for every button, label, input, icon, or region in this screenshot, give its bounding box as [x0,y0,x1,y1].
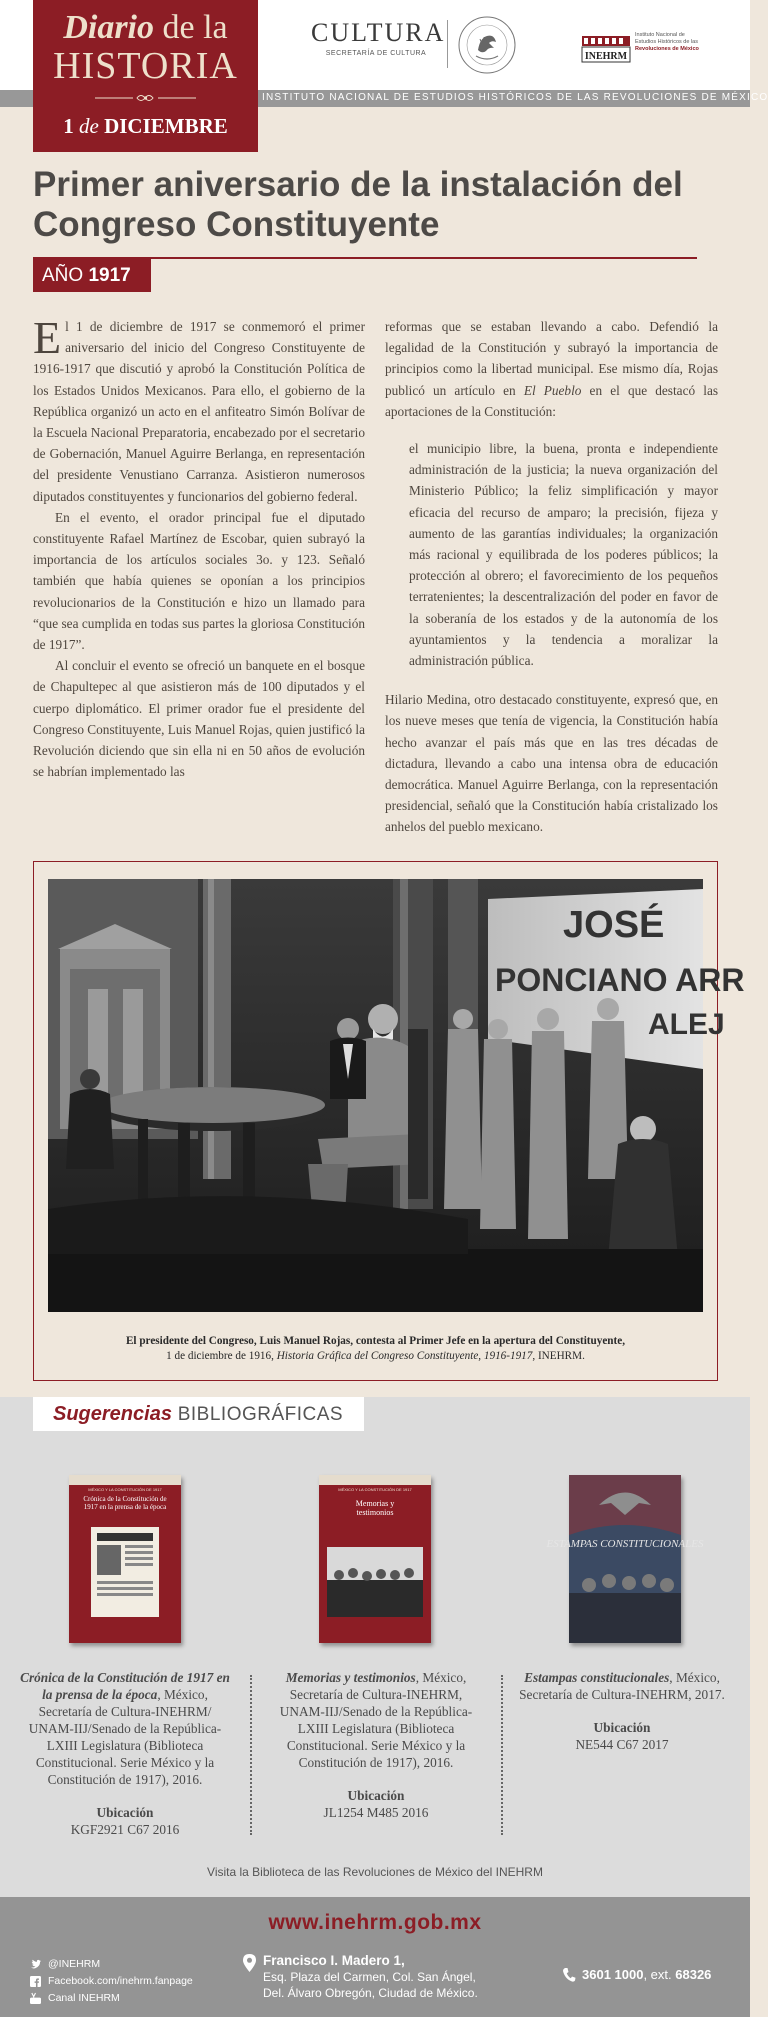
paragraph-2: En el evento, el orador principal fue el diputado constituyente Rafael Martínez de Escobar, quien subrayó la importancia de los artículos sociales 3o. y 123. Señaló también que había quienes se oponían a los principios revolucionarios de la Constitución e hizo un llamado para “que sea cumplida en todas sus partes la gloriosa Constitución de 1917”. [33,509,365,653]
caption-line2-a: 1 de diciembre de 1916, [166,1350,277,1362]
social-links [30,1956,230,2007]
bib-entry-2 [266,1669,486,1821]
brand-diario: Diario [63,9,155,46]
bibliography-heading [33,1397,364,1431]
bibliography-section [0,1397,750,1897]
seal-icon [456,14,518,76]
bib-3-location: NE544 C67 2017 [575,1737,669,1752]
bib-2-ref: , México, Secretaría de Cultura-INEHRM, UNAM-IIJ/Senado de la República-LXIII Legislatura (Biblioteca Constitucional. Serie México y la Constitución de 1917), 2016. [279,1670,473,1770]
library-visit-note: Visita la Biblioteca de las Revoluciones de México del INEHRM [207,1865,543,1879]
bib-2-citation [266,1669,486,1771]
brand-line1 [33,10,258,46]
divider [501,1675,503,1835]
drop-cap: E [33,312,62,363]
bib-1-citation [15,1669,235,1788]
book3-cover-title: ESTAMPAS CONSTITUCIONALES [546,1538,704,1550]
historic-photo[interactable] [48,879,745,1312]
banner-line2: PONCIANO ARR [495,962,745,998]
bib-1-ref: , México, Secretaría de Cultura-INEHRM/ UNAM-IIJ/Senado de la República-LXIII Legislatura (Biblioteca Constitucional. Serie México y la Constitución de 1917), 2016. [28,1687,222,1787]
address-line3: Del. Álvaro Obregón, Ciudad de México. [263,1986,478,2000]
divider [250,1675,252,1835]
banner-line1: JOSÉ [563,904,665,946]
phone-main: 3601 1000 [582,1967,644,1982]
bib-entry-1 [15,1669,235,1838]
bib-2-location: JL1254 M485 2016 [323,1805,429,1820]
caption-line1: El presidente del Congreso, Luis Manuel Rojas, contesta al Primer Jefe en la apertura del Constituyente, [125,1335,626,1347]
bib-1-location: KGF2921 C67 2016 [70,1822,180,1837]
caption-line2-b: , INEHRM. [532,1350,585,1362]
bib-2-title: Memorias y testimonios [285,1670,416,1685]
heading-bibliograficas: BIBLIOGRÁFICAS [171,1404,344,1425]
cultura-logo[interactable] [311,18,446,57]
paragraph-4 [385,316,718,422]
youtube-link[interactable] [30,1990,230,2007]
paragraph-4-b: en el que destacó las aportaciones de la Constitución: [385,382,719,419]
phone-ext-label: , ext. [643,1967,676,1982]
facebook-link[interactable] [30,1973,230,1990]
map-pin-icon [243,1954,256,1972]
bib-1-title: Crónica de la Constitución de 1917 en la prensa de la época [20,1670,230,1702]
block-quote: el municipio libre, la buena, pronta e independiente administración de la justicia; la nueva organización del Ministerio Público; la feliz simplificación y mayor eficacia del recurso de amparo; la precisión, fijeza y aumento de las garantías individuales; la organización más racional y equilibrada de los poderes públicos; la protección al obrero; el favorecimiento de los pequeños terratenientes; la descentralización del poder en favor de la soberanía de los estados y de la autonomía de los ayuntamientos y la tendencia a moralizar la administración pública. [409,441,718,669]
article-column-left [33,312,366,782]
ornament-icon [93,92,198,104]
book-cover-memorias[interactable] [319,1475,431,1643]
bib-3-ref: , México, Secretaría de Cultura-INEHRM, 2017. [519,1670,725,1702]
diario-brand[interactable] [33,0,258,152]
date-day: 1 [63,114,74,138]
book1-cover-title: Crónica de la Constitución de 1917 en la prensa de la época [83,1495,167,1511]
inehrm-text [635,32,715,53]
logo-divider [447,20,448,68]
article-title: Primer aniversario de la instalación del Congreso Constituyente [33,165,683,244]
brand-de-la: de la [154,9,228,46]
heading-sugerencias: Sugerencias [53,1403,172,1425]
bib-entry-3 [512,1669,732,1753]
twitter-link[interactable] [30,1956,230,1973]
footer [0,1897,750,2017]
photo-frame [33,861,745,1381]
paragraph-4-a: reformas que se estaban llevando a cabo. Defendió la legalidad de la Constitución y subrayó la importancia de principios como la libertad municipal. Ese mismo día, Rojas publicó un artículo en [385,319,718,398]
banner-line3: ALEJ [648,1008,725,1041]
institute-band-text: INSTITUTO NACIONAL DE ESTUDIOS HISTÓRICOS DE LAS REVOLUCIONES DE MÉXICO [262,92,768,103]
caption-source-title: Historia Gráfica del Congreso Constituyente, 1916-1917 [276,1350,533,1362]
cultura-sub: SECRETARÍA DE CULTURA [325,50,427,57]
date-month: DICIEMBRE [104,114,228,138]
bib-3-citation [512,1669,732,1703]
year-value: 1917 [88,265,131,286]
paragraph-1 [33,312,365,507]
phone-number [582,1967,711,1982]
bib-3-location-label: Ubicación [593,1720,651,1735]
phone-icon [562,1967,576,1983]
cultura-word: CULTURA [311,18,446,47]
twitter-handle: @INEHRM [48,1958,101,1970]
inehrm-mark-text: INEHRM [584,51,628,62]
website-link[interactable]: www.inehrm.gob.mx [268,1911,482,1934]
book-cover-cronica[interactable] [69,1475,181,1643]
article-column-right [385,316,718,838]
year-label: AÑO [42,265,84,286]
year-badge [33,259,151,292]
bib-1-location-label: Ubicación [96,1805,154,1820]
bib-3-title: Estampas constitucionales [524,1670,670,1685]
address-street: Francisco I. Madero 1, [263,1953,405,1968]
paragraph-5: Hilario Medina, otro destacado constituyente, expresó que, en los nueve meses que tenía de vigencia, la Constitución había hecho avanzar el país más que en las tres décadas de dictadura, llevando a cabo una intensa obra de educación democrática. Manuel Aguirre Berlanga, con la representación presidencial, señaló que la Constitución había cristalizado los anhelos del pueblo mexicano. [385,692,718,835]
bib-2-location-label: Ubicación [347,1788,405,1803]
address [243,1953,503,2001]
el-pueblo-title: El Pueblo [523,382,582,398]
inehrm-building-icon [580,34,632,64]
book-cover-estampas[interactable] [546,1475,704,1643]
book1-series: MÉXICO Y LA CONSTITUCIÓN DE 1917 [88,1487,162,1492]
brand-historia: HISTORIA [53,45,238,87]
inehrm-line3: Revoluciones de México [635,46,699,52]
inehrm-logo[interactable] [580,30,710,66]
youtube-channel: Canal INEHRM [48,1992,120,2004]
facebook-url: Facebook.com/inehrm.fanpage [48,1975,193,1987]
paragraph-1-text: l 1 de diciembre de 1917 se conmemoró el primer aniversario del inicio del Congreso Constituyente de 1916-1917 que discutió y aprobó la Constitución Política de los Estados Unidos Mexicanos. Para ello, el gobierno de la República organizó un acto en el anfiteatro Simón Bolívar de la Escuela Nacional Preparatoria, encabezado por el secretario de Gobernación, Manuel Aguirre Berlanga, en representación del presidente Venustiano Carranza. Asistieron numerosos diputados constituyentes y funcionarios del gobierno federal. [33,319,365,504]
book2-series: MÉXICO Y LA CONSTITUCIÓN DE 1917 [338,1487,412,1492]
address-line2: Esq. Plaza del Carmen, Col. San Ángel, [263,1970,476,1984]
inehrm-line1: Instituto Nacional de [635,32,685,38]
photo-caption [48,1334,703,1364]
phone-ext: 68326 [675,1967,712,1982]
twitter-icon [30,1959,41,1970]
paragraph-3: Al concluir el evento se ofreció un banquete en el bosque de Chapultepec al que asistieron más de 100 diputados y el cuerpo diplomático. El primer orador fue el presidente del Congreso Constituyente, Luis Manuel Rojas, quien justificó la Revolución diciendo que sin ella ni en 50 años de evolución se habrían implementado las [33,658,366,780]
book2-cover-title: Memorias y testimonios [355,1499,395,1517]
facebook-icon [30,1976,41,1987]
brand-date [33,114,258,139]
youtube-icon [30,1993,41,2004]
date-de: de [73,114,105,138]
inehrm-line2: Estudios Históricos de las [635,39,698,45]
